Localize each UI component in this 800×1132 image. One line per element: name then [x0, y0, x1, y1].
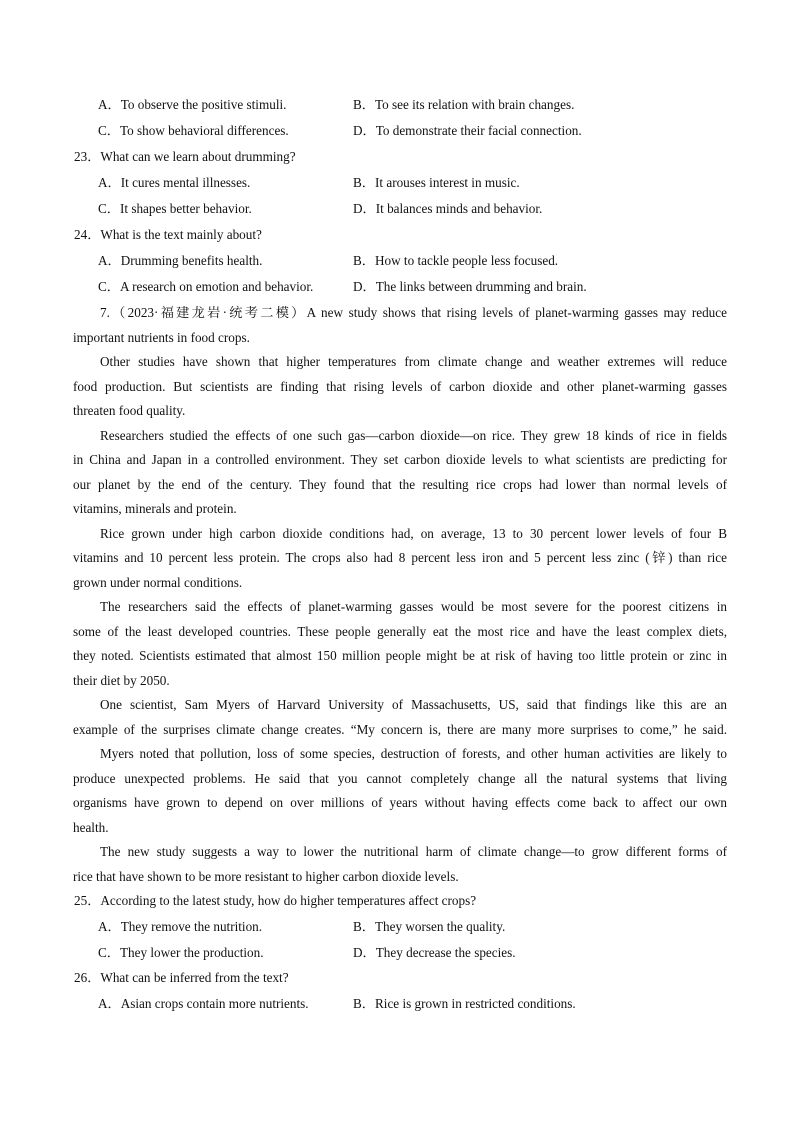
q26-question: 26．What can be inferred from the text?: [74, 970, 289, 985]
passage-line: Researchers studied the effects of one such gas—carbon dioxide—on rice. They grew 18 kinds of rice in fields: [100, 428, 727, 443]
passage-line: One scientist, Sam Myers of Harvard University of Massachusetts, US, said that findings like this are an: [100, 697, 727, 712]
q23-option-c: C．It shapes better behavior.: [98, 201, 252, 216]
passage-line: Other studies have shown that higher temperatures from climate change and weather extremes will reduce: [100, 354, 727, 369]
passage-line: organisms have grown to depend on over millions of years without having effects come back to affect our own: [73, 795, 727, 810]
q23-question: 23．What can we learn about drumming?: [74, 149, 296, 164]
passage-line: threaten food quality.: [73, 403, 186, 418]
q22-option-a: A．To observe the positive stimuli.: [98, 97, 287, 112]
q26-option-a: A．Asian crops contain more nutrients.: [98, 996, 309, 1011]
q24-option-b: B．How to tackle people less focused.: [353, 253, 559, 268]
passage-line: food production. But scientists are finding that rising levels of carbon dioxide and other planet-warming gasses: [73, 379, 727, 394]
passage-line: in China and Japan in a controlled environment. They set carbon dioxide levels to what scientists are predicting for: [73, 452, 727, 467]
q25-option-a: A．They remove the nutrition.: [98, 919, 263, 934]
q22-option-c: C．To show behavioral differences.: [98, 123, 289, 138]
q24-option-a: A．Drumming benefits health.: [98, 253, 263, 268]
passage-line: they noted. Scientists estimated that almost 150 million people might be at risk of having too little protein or zinc in: [73, 648, 727, 663]
passage-line: 7.（2023·福建龙岩·统考二模）A new study shows that rising levels of planet-warming gasses may reduce: [100, 305, 727, 320]
passage-line: health.: [73, 820, 109, 835]
passage-line: their diet by 2050.: [73, 673, 170, 688]
passage-line: vitamins and 10 percent less protein. The crops also had 8 percent less iron and 5 percent less zinc (锌) than rice: [73, 550, 727, 565]
q25-option-c: C．They lower the production.: [98, 945, 264, 960]
q24-question: 24．What is the text mainly about?: [74, 227, 262, 242]
q22-option-b: B．To see its relation with brain changes.: [353, 97, 575, 112]
q25-question: 25．According to the latest study, how do higher temperatures affect crops?: [74, 893, 477, 908]
q24-option-c: C．A research on emotion and behavior.: [98, 279, 314, 294]
q26-option-b: B．Rice is grown in restricted conditions.: [353, 996, 576, 1011]
passage-line: The researchers said the effects of planet-warming gasses would be most severe for the poorest citizens in: [100, 599, 727, 614]
q23-option-a: A．It cures mental illnesses.: [98, 175, 251, 190]
passage-line: important nutrients in food crops.: [73, 330, 250, 345]
q23-option-d: D．It balances minds and behavior.: [353, 201, 543, 216]
q22-option-d: D．To demonstrate their facial connection.: [353, 123, 582, 138]
q23-option-b: B．It arouses interest in music.: [353, 175, 520, 190]
passage-line: The new study suggests a way to lower the nutritional harm of climate change—to grow different forms of: [100, 844, 727, 859]
passage-line: produce unexpected problems. He said that you cannot completely change all the natural systems that living: [73, 771, 727, 786]
q25-option-b: B．They worsen the quality.: [353, 919, 506, 934]
passage-line: Myers noted that pollution, loss of some species, destruction of forests, and other human activities are likely to: [100, 746, 727, 761]
passage-line: our planet by the end of the century. They found that the resulting rice crops had lower than normal levels of: [73, 477, 727, 492]
passage-line: rice that have shown to be more resistant to higher carbon dioxide levels.: [73, 869, 459, 884]
q24-option-d: D．The links between drumming and brain.: [353, 279, 587, 294]
passage-line: Rice grown under high carbon dioxide conditions had, on average, 13 to 30 percent lower levels of four B: [100, 526, 727, 541]
passage-line: example of the surprises climate change creates. “My concern is, there are many more surprises to come,” he said.: [73, 722, 727, 737]
passage-line: vitamins, minerals and protein.: [73, 501, 237, 516]
passage-line: some of the least developed countries. These people generally eat the most rice and have the least complex diets,: [73, 624, 727, 639]
q25-option-d: D．They decrease the species.: [353, 945, 516, 960]
passage-line: grown under normal conditions.: [73, 575, 243, 590]
